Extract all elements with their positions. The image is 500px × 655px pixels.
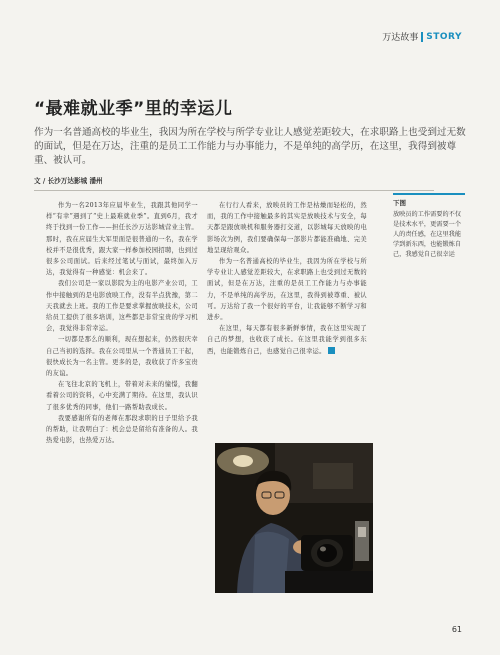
sidebar-caption: 放映员的工作需要的不仅是技术水平，更需要一个人的责任感，在这里我能学到新东西，也能锻炼自己，我感觉自己很幸运: [393, 211, 462, 258]
section-label-cn: 万达故事: [382, 33, 419, 43]
paragraph: [207, 323, 367, 357]
article-title: “最难就业季”里的幸运儿: [34, 99, 233, 119]
paragraph: 作为一名2013年应届毕业生，我跟其他同学一样“有幸”遇到了“史上最难就业季”。直到6月，我才终于找到一份工作——担任长沙万达影城营业主管。那时，我在应届生大军里面是很普通的一名，我在学校并不是很优秀，跟大家一样参加校园招聘，也到过很多公司面试。后来经过笔试与面试，最终加入万达，我觉得有一种感觉：机会来了。: [46, 202, 198, 277]
projectionist-photo-illustration: [215, 443, 373, 593]
article-photo: [215, 443, 373, 593]
sidebar-heading: 下图: [393, 199, 406, 207]
paragraph-text: 在这里，每天都有很多新鲜事情，我在这里实现了自己的梦想，也收获了成长。在这里我能学到很多东西，也能锻炼自己，也感觉自己很幸运。: [207, 325, 367, 355]
paragraph: 作为一名普通高校的毕业生，我因为所在学校与所学专业让人感觉差距较大，在求职路上也受到过无数的面试，但是在万达，注重的是员工工作能力与办事能力，不是单纯的高学历，在这里，我得到被尊重、被认可。万达给了我一个很好的平台，让我能够不断学习和进步。: [207, 258, 367, 322]
end-mark-icon: [328, 347, 335, 354]
paragraph: 一切都是那么的顺利，现在想起来，仍然很庆幸自己当初的选择。我在公司里从一个普通员工干起，很快成长为一名主管。更多的是，我收获了许多宝贵的友谊。: [46, 336, 198, 378]
page-number: 61: [451, 625, 462, 634]
paragraph: 我要感谢所有的老师在那段求职的日子里给予我的帮助，让我明白了：机会总是留给有准备的人。我热爱电影，也热爱万达。: [46, 414, 198, 445]
body-column-2: [207, 200, 367, 357]
body-column-1: [46, 200, 198, 446]
sidebar-accent-bar: [393, 193, 465, 195]
article-lede: 作为一名普通高校的毕业生，我因为所在学校与所学专业让人感觉差距较大，在求职路上也受到过无数的面试，但是在万达，注重的是员工工作能力与办事能力，不是单纯的高学历，在这里，我得到被尊重、被认可。: [34, 127, 466, 166]
article-byline: 文 / 长沙万达影城 潘州: [34, 177, 103, 185]
photo-caption-sidebar: [393, 193, 465, 260]
section-label-en: STORY: [426, 31, 462, 42]
section-tag: [382, 30, 462, 43]
divider-rule: [34, 190, 434, 191]
paragraph: 在行行人看来，放映员的工作是枯燥而轻松的，然而，我的工作中接触最多的其实是放映技术与安全，每天都是跟放映机和服务器打交道，以影城每天放映的电影场次为例，我们要确保每一部影片都能准确地、完美地呈现给观众。: [207, 202, 367, 254]
section-divider: [421, 32, 423, 42]
paragraph: 在飞往北京的飞机上，带着对未来的憧憬，我翻看着公司的资料，心中充满了期待。在这里，我认识了很多优秀的同事，他们一路帮助我成长。: [46, 381, 198, 411]
paragraph: 我们公司是一家以影院为主的电影产业公司，工作中接触到的是电影放映工作，没有半点犹豫，第二天我就去上班。我的工作是要求掌握放映技术，公司给员工提供了很多培训，这些都是非常宝贵的学习机会，我觉得非常幸运。: [46, 280, 198, 333]
